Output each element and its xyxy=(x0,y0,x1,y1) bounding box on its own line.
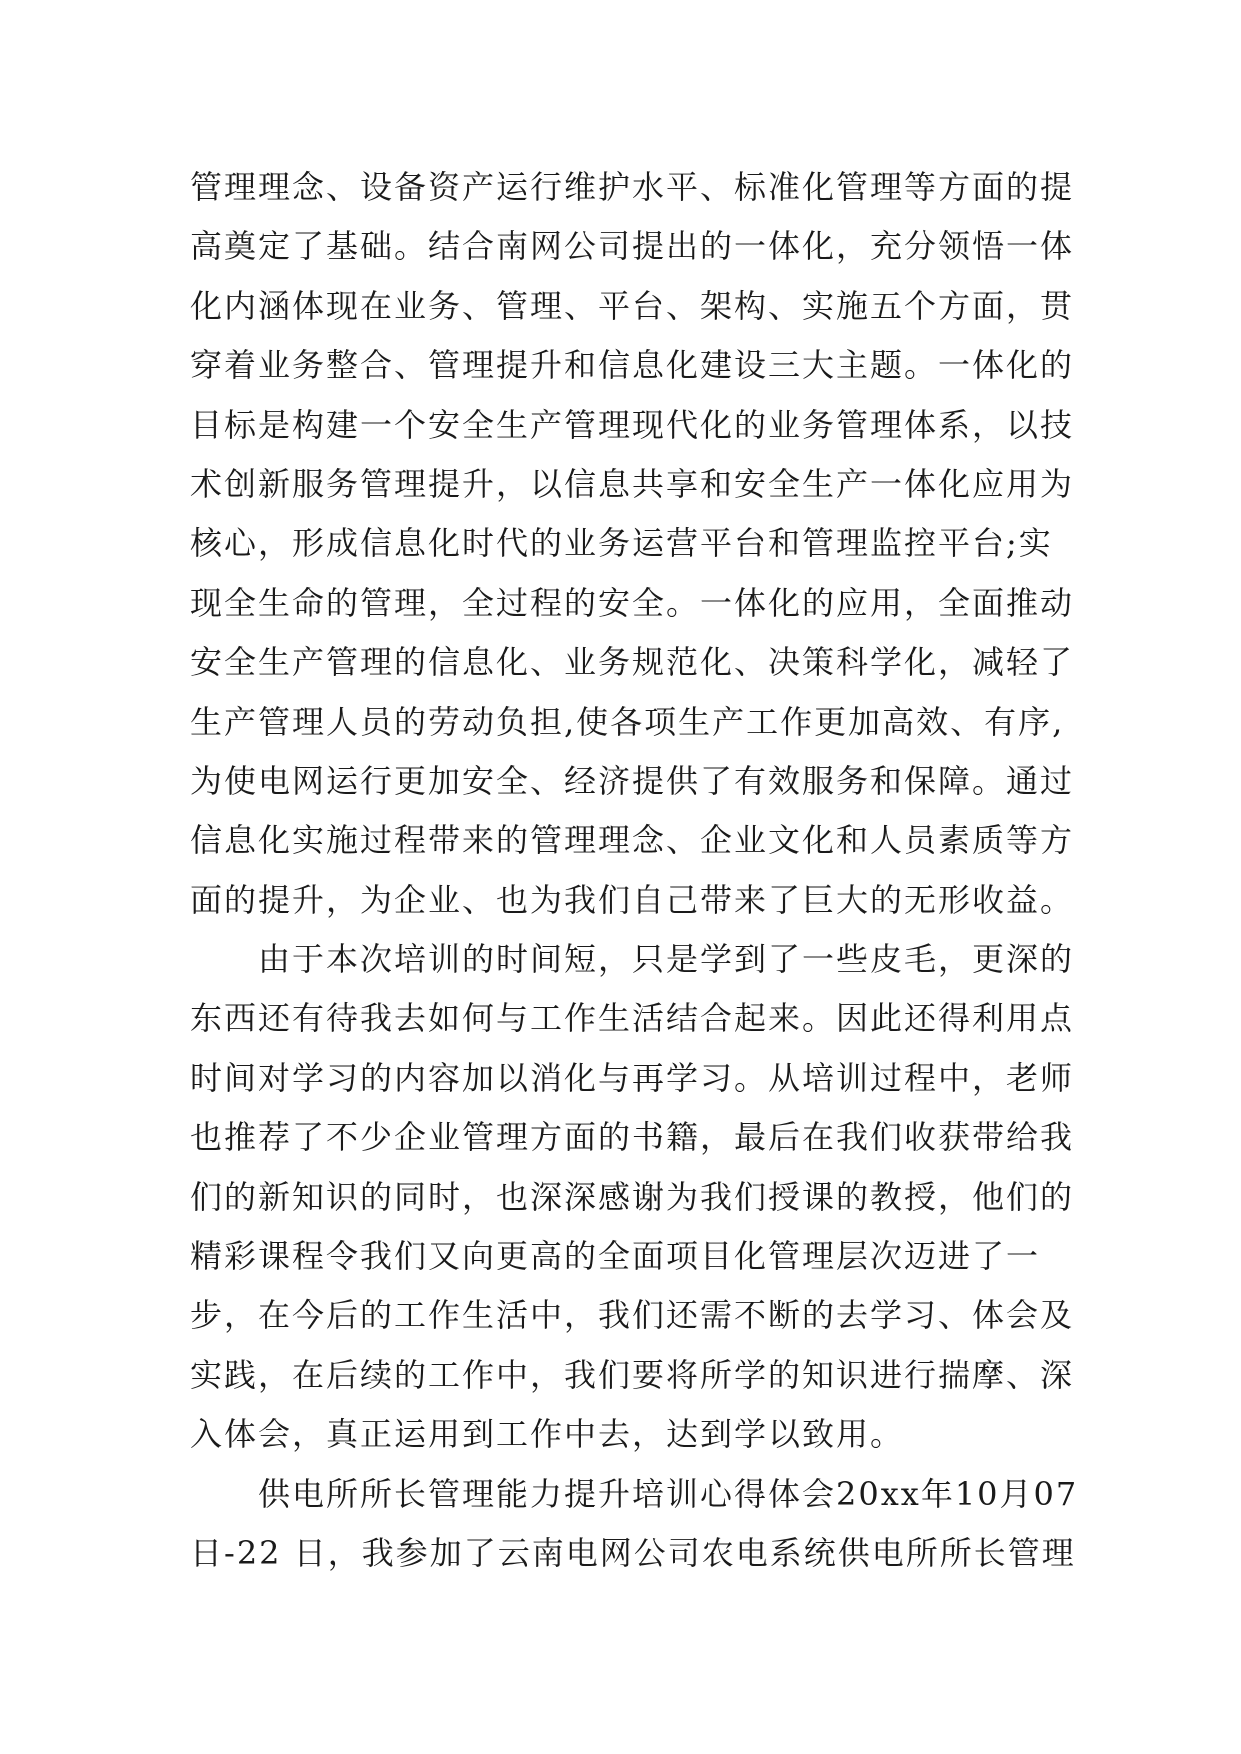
text-line: 化内涵体现在业务、管理、平台、架构、实施五个方面，贯 xyxy=(190,286,1075,325)
text-line: 核心，形成信息化时代的业务运营平台和管理监控平台;实 xyxy=(190,524,1053,563)
text-line: 面的提升，为企业、也为我们自己带来了巨大的无形收益。 xyxy=(190,880,1075,919)
text-line: 实践，在后续的工作中，我们要将所学的知识进行揣摩、深 xyxy=(190,1355,1075,1394)
text-line: 供电所所长管理能力提升培训心得体会20xx年10月07 xyxy=(258,1474,1079,1513)
text-line: 现全生命的管理，全过程的安全。一体化的应用，全面推动 xyxy=(190,583,1075,622)
text-line: 入体会，真正运用到工作中去，达到学以致用。 xyxy=(190,1415,905,1454)
text-line: 时间对学习的内容加以消化与再学习。从培训过程中，老师 xyxy=(190,1058,1075,1097)
text-line: 也推荐了不少企业管理方面的书籍，最后在我们收获带给我 xyxy=(190,1118,1075,1157)
paragraph xyxy=(190,1465,1079,1584)
text-line: 目标是构建一个安全生产管理现代化的业务管理体系，以技 xyxy=(190,405,1075,444)
text-line: 术创新服务管理提升，以信息共享和安全生产一体化应用为 xyxy=(190,464,1075,503)
text-line: 穿着业务整合、管理提升和信息化建设三大主题。一体化的 xyxy=(190,346,1075,385)
text-line: 精彩课程令我们又向更高的全面项目化管理层次迈进了一 xyxy=(190,1237,1041,1276)
text-line: 信息化实施过程带来的管理理念、企业文化和人员素质等方 xyxy=(190,821,1075,860)
text-line: 高奠定了基础。结合南网公司提出的一体化，充分领悟一体 xyxy=(190,227,1075,266)
paragraph xyxy=(190,158,1075,930)
body-text xyxy=(190,158,1079,1583)
text-line: 东西还有待我去如何与工作生活结合起来。因此还得利用点 xyxy=(190,999,1075,1038)
text-line: 步，在今后的工作生活中，我们还需不断的去学习、体会及 xyxy=(190,1296,1075,1335)
text-line: 日-22 日，我参加了云南电网公司农电系统供电所所长管理 xyxy=(190,1533,1076,1572)
text-line: 管理理念、设备资产运行维护水平、标准化管理等方面的提 xyxy=(190,168,1075,206)
text-line: 由于本次培训的时间短，只是学到了一些皮毛，更深的 xyxy=(258,940,1075,979)
text-line: 安全生产管理的信息化、业务规范化、决策科学化，减轻了 xyxy=(190,643,1075,682)
text-line: 生产管理人员的劳动负担,使各项生产工作更加高效、有序, xyxy=(190,702,1065,741)
paragraph xyxy=(190,930,1075,1465)
text-line: 们的新知识的同时，也深深感谢为我们授课的教授，他们的 xyxy=(190,1177,1075,1216)
text-line: 为使电网运行更加安全、经济提供了有效服务和保障。通过 xyxy=(190,761,1075,800)
